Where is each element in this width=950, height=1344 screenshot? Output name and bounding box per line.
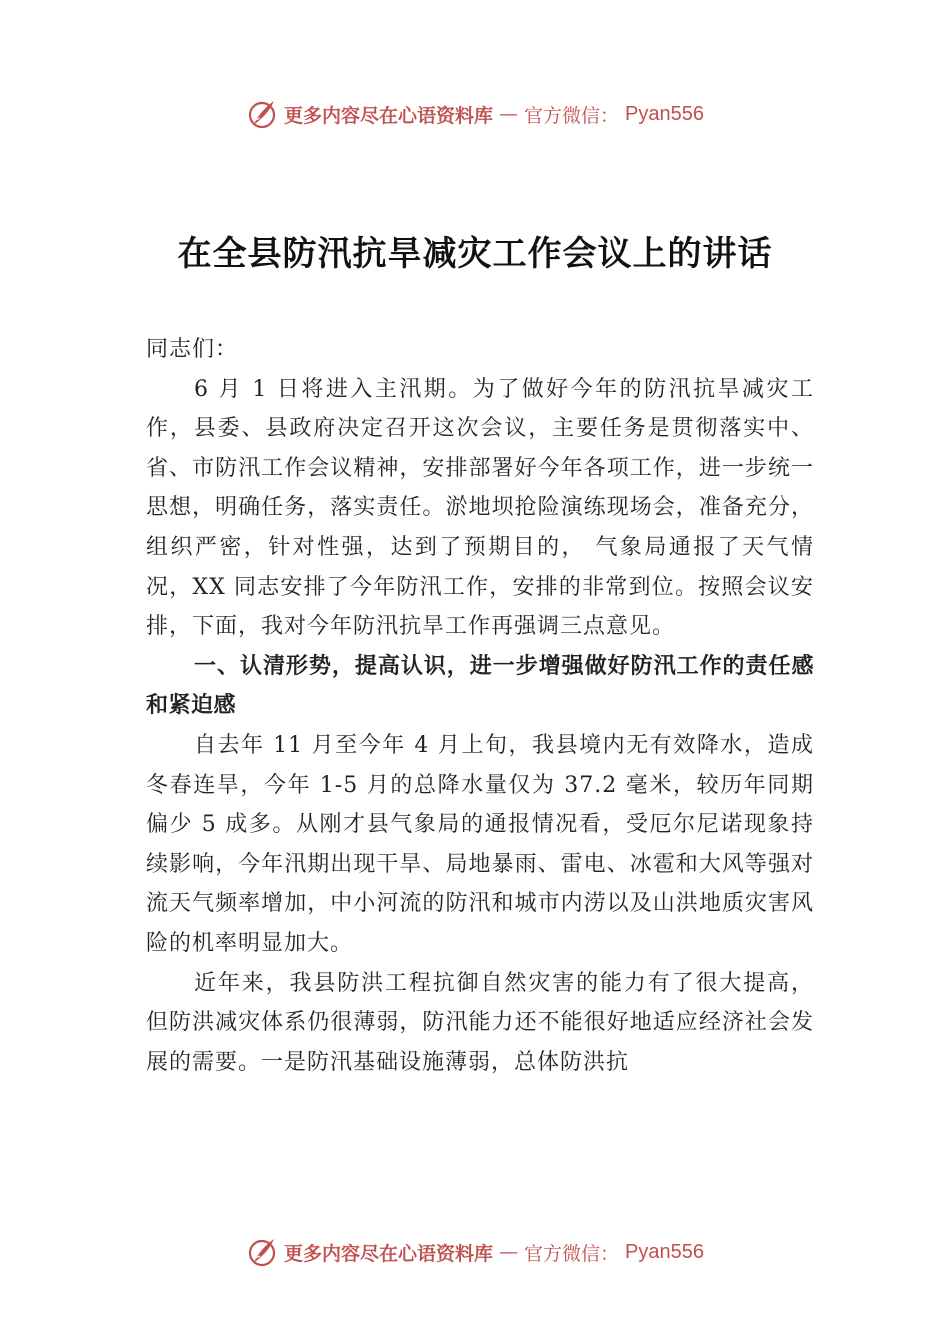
section-heading: 一、认清形势，提高认识，进一步增强做好防汛工作的责任感和紧迫感 [146, 653, 814, 719]
body-paragraph: 近年来，我县防洪工程抗御自然灾害的能力有了很大提高，但防洪减灾体系仍很薄弱，防汛能力还不能很好地适应经济社会发展的需要。一是防汛基础设施薄弱，总体防洪抗 [146, 970, 814, 1075]
watermark-wechat-id: Pyan556 [625, 102, 704, 125]
watermark-banner-top [0, 94, 950, 134]
watermark-label: 官方微信： [524, 104, 620, 127]
watermark-dash: — [499, 1241, 519, 1263]
watermark-dash: — [499, 103, 519, 125]
watermark-main-text: 更多内容尽在心语资料库 [284, 104, 494, 127]
quill-logo-icon [246, 98, 278, 130]
document-body [146, 330, 814, 1082]
watermark-label: 官方微信： [524, 1242, 620, 1265]
document-title: 在全县防汛抗旱减灾工作会议上的讲话 [177, 234, 773, 274]
salutation: 同志们： [146, 337, 239, 362]
watermark-banner-bottom [0, 1232, 950, 1272]
body-paragraph: 自去年 11 月至今年 4 月上旬，我县境内无有效降水，造成冬春连旱，今年 1-5 月的总降水量仅为 37.2 毫米，较历年同期偏少 5 成多。从刚才县气象局的通报情况看，受厄尔尼诺现象持续影响，今年汛期出现干旱、局地暴雨、雷电、冰雹和大风等强对流天气频率增加，中小河流的防汛和城市内涝以及山洪地质灾害风险的机率明显加大。 [146, 732, 814, 956]
watermark-wechat-id: Pyan556 [625, 1240, 704, 1263]
quill-logo-icon [246, 1236, 278, 1268]
watermark-main-text: 更多内容尽在心语资料库 [284, 1242, 494, 1265]
body-paragraph: 6 月 1 日将进入主汛期。为了做好今年的防汛抗旱减灾工作，县委、县政府决定召开这次会议，主要任务是贯彻落实中、省、市防汛工作会议精神，安排部署好今年各项工作，进一步统一思想，明确任务，落实责任。淤地坝抢险演练现场会，准备充分，组织严密，针对性强，达到了预期目的， 气象局通报了天气情况，XX 同志安排了今年防汛工作，安排的非常到位。按照会议安排，下面，我对今年防汛抗旱工作再强调三点意见。 [146, 376, 814, 640]
